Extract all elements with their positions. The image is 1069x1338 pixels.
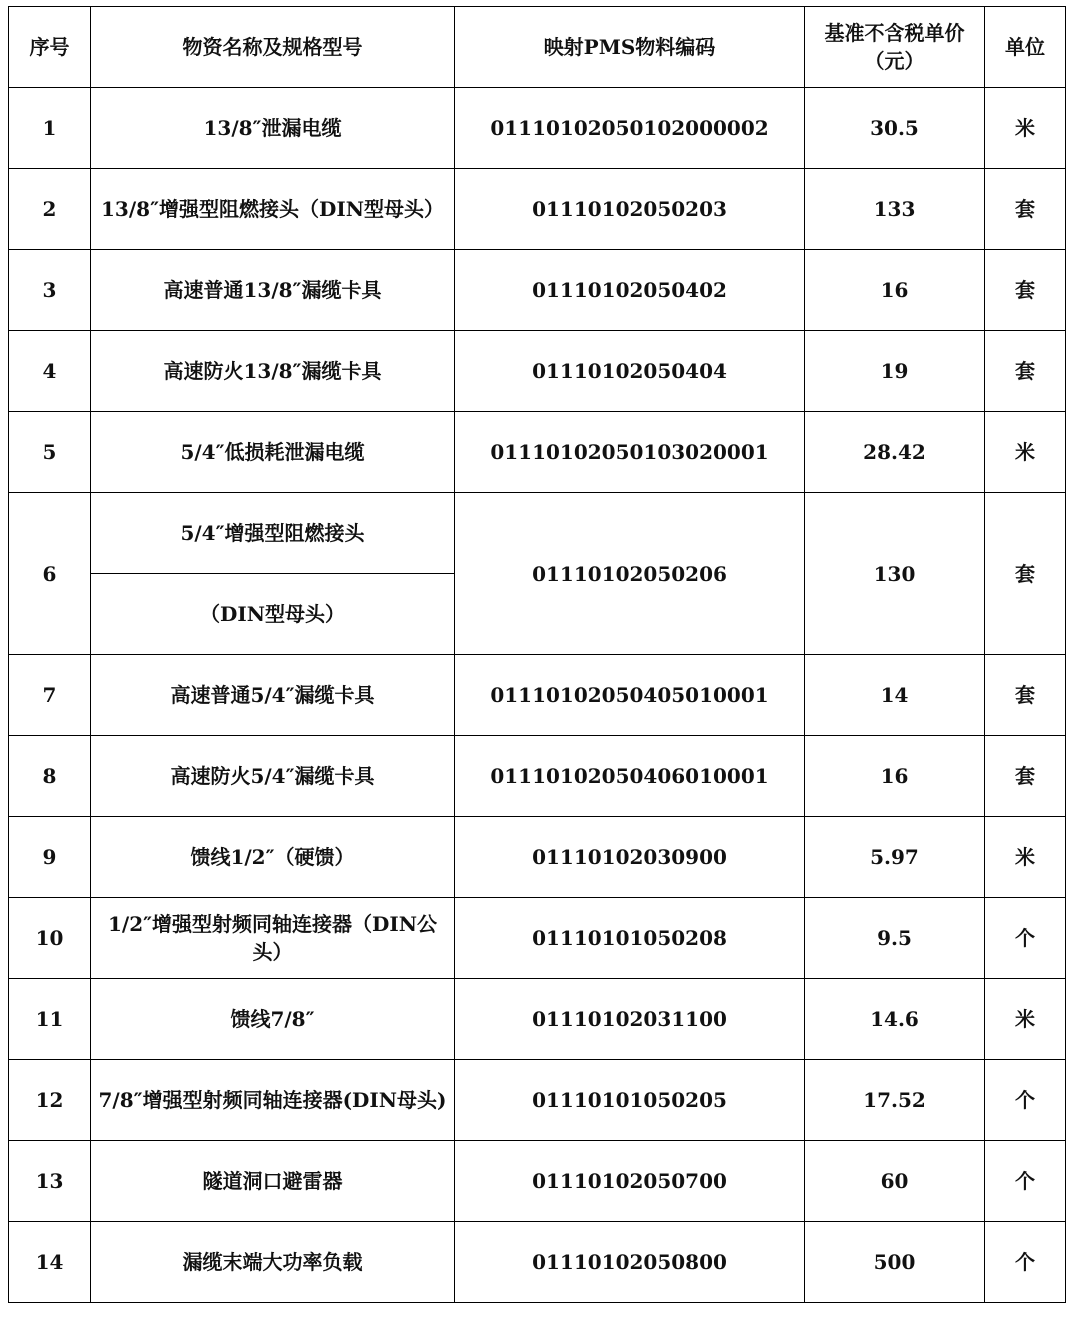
row-no: 9: [9, 817, 91, 898]
row-name: 馈线1/2″（硬馈）: [91, 817, 455, 898]
row-no: 3: [9, 250, 91, 331]
row-code: 01110102050206: [455, 493, 805, 655]
row-price: 28.42: [805, 412, 985, 493]
row-price: 130: [805, 493, 985, 655]
row-name: 漏缆末端大功率负载: [91, 1222, 455, 1303]
row-price: 133: [805, 169, 985, 250]
row-unit: 套: [985, 169, 1066, 250]
row-no: 2: [9, 169, 91, 250]
table-row: [9, 250, 1066, 331]
row-no: 13: [9, 1141, 91, 1222]
row-name: 高速防火13/8″漏缆卡具: [91, 331, 455, 412]
row-unit: 个: [985, 1060, 1066, 1141]
row-price: 500: [805, 1222, 985, 1303]
row-name-line1: 5/4″增强型阻燃接头: [91, 493, 455, 574]
row-unit: 个: [985, 1222, 1066, 1303]
row-name: 13/8″增强型阻燃接头（DIN型母头）: [91, 169, 455, 250]
row-code: 01110102050405010001: [455, 655, 805, 736]
row-name: 高速普通13/8″漏缆卡具: [91, 250, 455, 331]
table-row: [9, 493, 1066, 574]
row-name: 高速防火5/4″漏缆卡具: [91, 736, 455, 817]
row-unit: 套: [985, 493, 1066, 655]
row-price: 16: [805, 250, 985, 331]
row-price: 14: [805, 655, 985, 736]
row-no: 1: [9, 88, 91, 169]
row-name: 隧道洞口避雷器: [91, 1141, 455, 1222]
row-no: 11: [9, 979, 91, 1060]
row-code: 01110102050203: [455, 169, 805, 250]
row-no: 5: [9, 412, 91, 493]
row-code: 01110102050800: [455, 1222, 805, 1303]
row-name: 13/8″泄漏电缆: [91, 88, 455, 169]
row-unit: 套: [985, 736, 1066, 817]
row-unit: 套: [985, 655, 1066, 736]
header-row: [9, 7, 1066, 88]
row-no: 6: [9, 493, 91, 655]
header-code: 映射PMS物料编码: [455, 7, 805, 88]
row-unit: 套: [985, 331, 1066, 412]
row-code: 01110102050406010001: [455, 736, 805, 817]
row-code: 01110102050402: [455, 250, 805, 331]
row-name: 7/8″增强型射频同轴连接器(DIN母头): [91, 1060, 455, 1141]
row-unit: 米: [985, 979, 1066, 1060]
row-name: 5/4″低损耗泄漏电缆: [91, 412, 455, 493]
table-row: [9, 169, 1066, 250]
row-name: 高速普通5/4″漏缆卡具: [91, 655, 455, 736]
row-unit: 个: [985, 898, 1066, 979]
header-unit: 单位: [985, 7, 1066, 88]
header-price: 基准不含税单价（元）: [805, 7, 985, 88]
row-code: 01110102050700: [455, 1141, 805, 1222]
table-row: [9, 736, 1066, 817]
table-row: [9, 898, 1066, 979]
table-row: [9, 88, 1066, 169]
row-name: 1/2″增强型射频同轴连接器（DIN公头）: [91, 898, 455, 979]
row-unit: 米: [985, 88, 1066, 169]
row-no: 4: [9, 331, 91, 412]
row-price: 14.6: [805, 979, 985, 1060]
table-row: [9, 331, 1066, 412]
table-row: [9, 817, 1066, 898]
row-code: 01110102050102000002: [455, 88, 805, 169]
row-price: 19: [805, 331, 985, 412]
row-code: 01110101050205: [455, 1060, 805, 1141]
table-row: [9, 655, 1066, 736]
table-row: [9, 1141, 1066, 1222]
row-name: 馈线7/8″: [91, 979, 455, 1060]
row-price: 5.97: [805, 817, 985, 898]
row-name-line2: （DIN型母头）: [91, 574, 455, 655]
row-price: 60: [805, 1141, 985, 1222]
row-code: 01110102031100: [455, 979, 805, 1060]
row-price: 17.52: [805, 1060, 985, 1141]
row-no: 14: [9, 1222, 91, 1303]
row-code: 01110101050208: [455, 898, 805, 979]
row-code: 01110102050103020001: [455, 412, 805, 493]
header-name: 物资名称及规格型号: [91, 7, 455, 88]
row-unit: 个: [985, 1141, 1066, 1222]
row-price: 30.5: [805, 88, 985, 169]
row-unit: 米: [985, 817, 1066, 898]
row-no: 10: [9, 898, 91, 979]
row-no: 12: [9, 1060, 91, 1141]
row-price: 16: [805, 736, 985, 817]
table-row: [9, 1060, 1066, 1141]
row-code: 01110102050404: [455, 331, 805, 412]
table-row: [9, 1222, 1066, 1303]
row-unit: 套: [985, 250, 1066, 331]
header-no: 序号: [9, 7, 91, 88]
table-row: [9, 979, 1066, 1060]
row-code: 01110102030900: [455, 817, 805, 898]
row-price: 9.5: [805, 898, 985, 979]
price-table: [8, 6, 1066, 1303]
row-unit: 米: [985, 412, 1066, 493]
row-no: 8: [9, 736, 91, 817]
row-no: 7: [9, 655, 91, 736]
table-row: [9, 412, 1066, 493]
